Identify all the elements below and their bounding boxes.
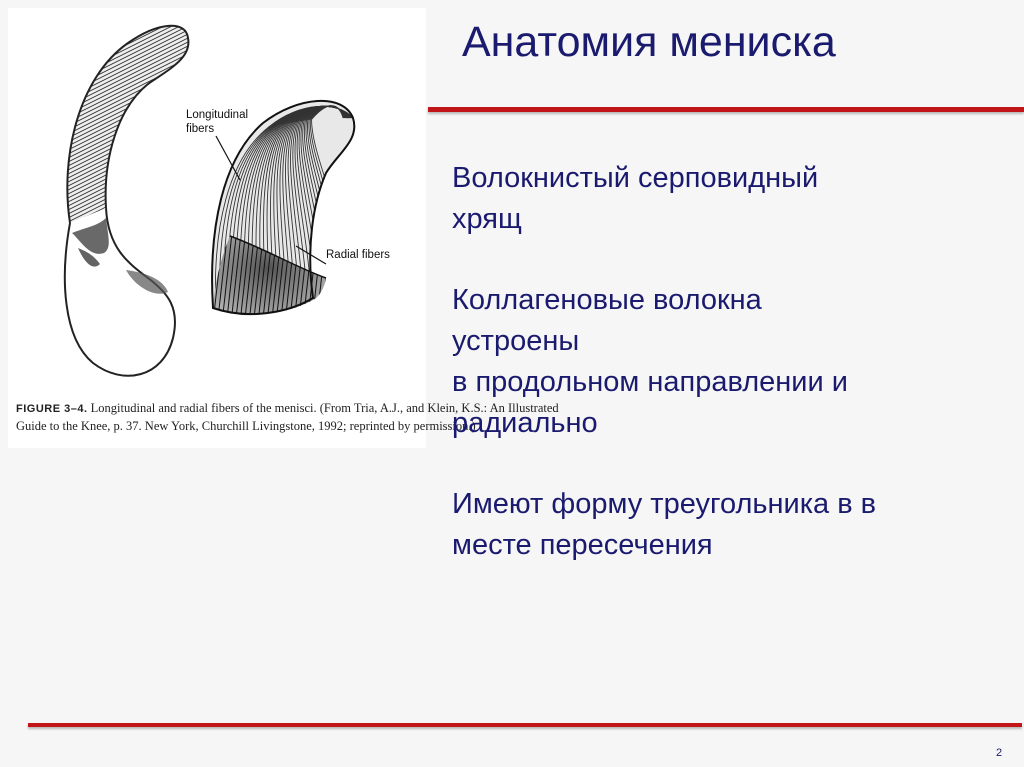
paragraph-line: в продольном направлении и [452,366,848,398]
paragraph-line: радиально [452,407,598,439]
caption-line-2: Guide to the Knee, p. 37. New York, Churchill Livingstone, 1992; reprinted by permission.) [16,419,476,433]
paragraph-line: Имеют форму треугольника в в [452,488,877,520]
longitudinal-label-line: Longitudinal [186,109,249,121]
paragraph-line: устроены [452,325,580,357]
paragraph-line: Коллагеновые волокна [452,284,762,316]
caption-line-1: Longitudinal and radial fibers of the menisci. (From Tria, A.J., and Klein, K.S.: An Illustrated [90,401,559,415]
footer-divider [28,723,1022,727]
slide-title: Анатомия мениска [462,18,836,66]
caption-prefix: FIGURE 3–4. [16,403,88,415]
page-number: 2 [996,747,1003,759]
paragraph [452,484,1012,566]
paragraph-line: Волокнистый серповидный [452,162,819,194]
paragraph-line: месте пересечения [452,529,713,561]
meniscus-illustration [8,8,426,398]
slide-body [452,158,1012,606]
paragraph [452,158,1012,240]
radial-fibers-label: Radial fibers [326,249,390,261]
paragraph-line: хрящ [452,203,522,235]
longitudinal-label-line: fibers [186,123,215,135]
longitudinal-fibers-label [186,108,248,136]
title-divider [428,107,1024,112]
paragraph [452,280,1012,444]
